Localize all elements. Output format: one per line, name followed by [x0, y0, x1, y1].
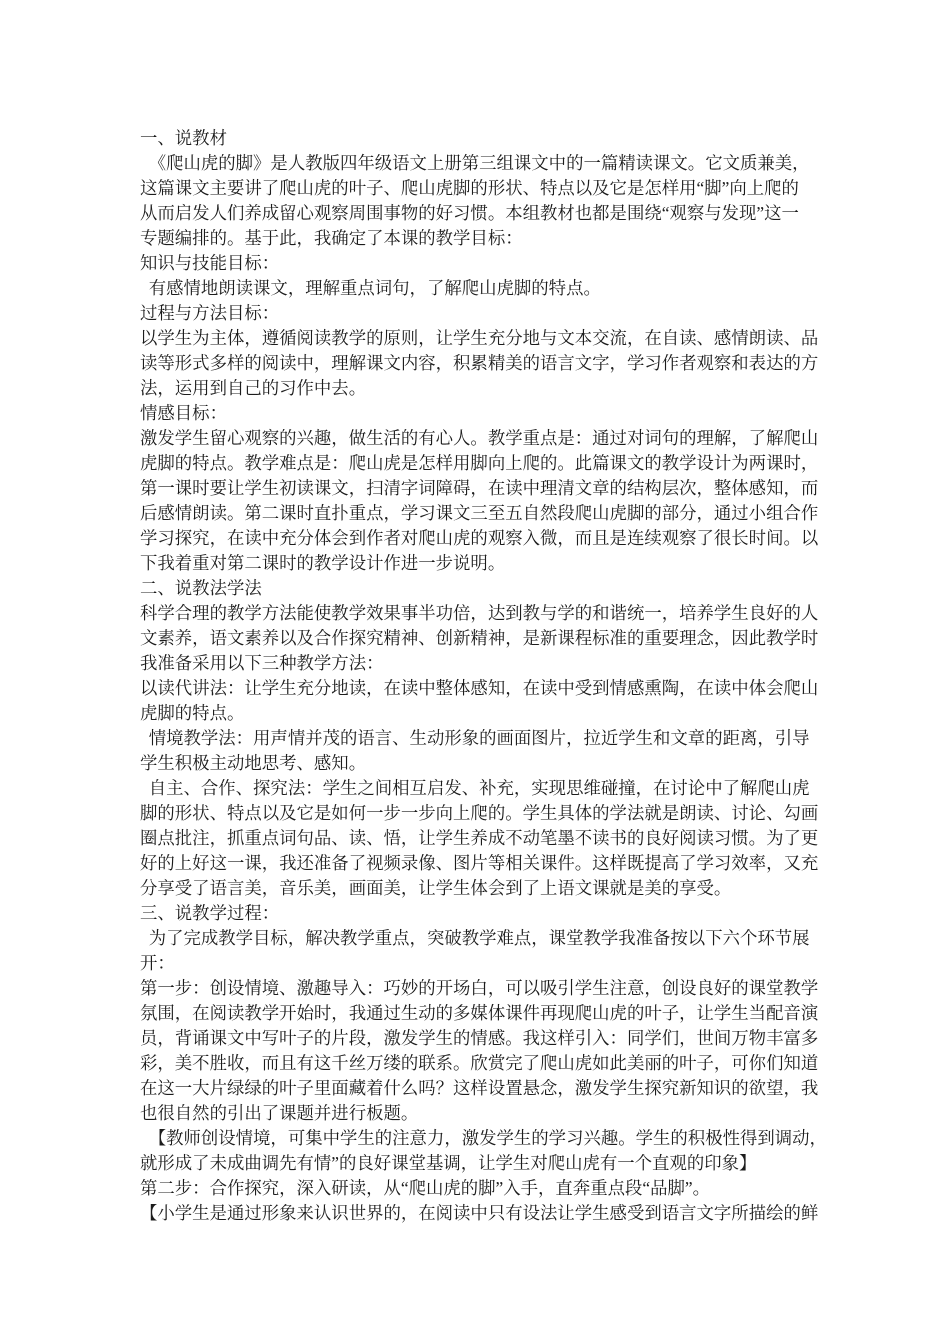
text-line: 员，背诵课文中写叶子的片段，激发学生的情感。我这样引入：同学们，世间万物丰富多	[140, 1028, 819, 1048]
text-line: 虎脚的特点。教学难点是：爬山虎是怎样用脚向上爬的。此篇课文的教学设计为两课时，	[140, 453, 819, 473]
text-line: 情感目标：	[140, 403, 227, 423]
text-line: 法，运用到自己的习作中去。	[140, 378, 367, 398]
text-line: 第二步：合作探究，深入研读，从“爬山虎的脚”入手，直奔重点段“品脚”。	[140, 1178, 710, 1198]
text-line: 也很自然的引出了课题并进行板题。	[140, 1103, 419, 1123]
text-line: 一、说教材	[140, 128, 227, 148]
text-line: 脚的形状、特点以及它是如何一步一步向上爬的。学生具体的学法就是朗读、讨论、勾画	[140, 803, 819, 823]
text-line: 虎脚的特点。	[140, 703, 245, 723]
text-line: 彩，美不胜收，而且有这千丝万缕的联系。欣赏完了爬山虎如此美丽的叶子，可你们知道	[140, 1053, 819, 1073]
text-line: 激发学生留心观察的兴趣，做生活的有心人。教学重点是：通过对词句的理解，了解爬山	[140, 428, 819, 448]
text-line: 科学合理的教学方法能使教学效果事半功倍，达到教与学的和谐统一，培养学生良好的人	[140, 603, 819, 623]
text-line: 以学生为主体，遵循阅读教学的原则，让学生充分地与文本交流，在自读、感情朗读、品	[140, 328, 819, 348]
text-line: 第一步：创设情境、激趣导入：巧妙的开场白，可以吸引学生注意，创设良好的课堂教学	[140, 978, 819, 998]
text-line: 【小学生是通过形象来认识世界的，在阅读中只有设法让学生感受到语言文字所描绘的鲜	[140, 1203, 819, 1223]
text-line: 二、说教法学法	[140, 578, 262, 598]
text-line: 氛围，在阅读教学开始时，我通过生动的多媒体课件再现爬山虎的叶子，让学生当配音演	[140, 1003, 819, 1023]
text-line: 有感情地朗读课文，理解重点词句，了解爬山虎脚的特点。	[140, 278, 601, 298]
text-line: 情境教学法：用声情并茂的语言、生动形象的画面图片，拉近学生和文章的距离，引导	[140, 728, 810, 748]
text-line: 圈点批注，抓重点词句品、读、悟，让学生养成不动笔墨不读书的良好阅读习惯。为了更	[140, 828, 819, 848]
text-line: 我准备采用以下三种教学方法：	[140, 653, 384, 673]
text-line: 学生积极主动地思考、感知。	[140, 753, 367, 773]
text-line: 【教师创设情境，可集中学生的注意力，激发学生的学习兴趣。学生的积极性得到调动，	[140, 1128, 827, 1148]
text-line: 读等形式多样的阅读中，理解课文内容，积累精美的语言文字，学习作者观察和表达的方	[140, 353, 819, 373]
text-line: 过程与方法目标：	[140, 303, 280, 323]
text-line: 后感情朗读。第二课时直扑重点，学习课文三至五自然段爬山虎脚的部分，通过小组合作	[140, 503, 819, 523]
text-line: 以读代讲法：让学生充分地读，在读中整体感知，在读中受到情感熏陶，在读中体会爬山	[140, 678, 819, 698]
text-line: 三、说教学过程：	[140, 903, 280, 923]
text-line: 这篇课文主要讲了爬山虎的叶子、爬山虎脚的形状、特点以及它是怎样用“脚”向上爬的	[140, 178, 799, 198]
text-line: 《爬山虎的脚》是人教版四年级语文上册第三组课文中的一篇精读课文。它文质兼美，	[140, 153, 810, 173]
text-line: 开：	[140, 953, 175, 973]
text-line: 文素养，语文素养以及合作探究精神、创新精神，是新课程标准的重要理念，因此教学时	[140, 628, 819, 648]
document-text	[140, 126, 830, 1226]
text-line: 下我着重对第二课时的教学设计作进一步说明。	[140, 553, 506, 573]
text-line: 就形成了未成曲调先有情”的良好课堂基调，让学生对爬山虎有一个直观的印象】	[140, 1153, 757, 1173]
text-line: 第一课时要让学生初读课文，扫清字词障碍，在读中理清文章的结构层次，整体感知，而	[140, 478, 819, 498]
text-line: 从而启发人们养成留心观察周围事物的好习惯。本组教材也都是围绕“观察与发现”这一	[140, 203, 799, 223]
text-line: 自主、合作、探究法：学生之间相互启发、补充，实现思维碰撞，在讨论中了解爬山虎	[140, 778, 810, 798]
text-line: 分享受了语言美，音乐美，画面美，让学生体会到了上语文课就是美的享受。	[140, 878, 732, 898]
text-line: 专题编排的。基于此，我确定了本课的教学目标：	[140, 228, 523, 248]
text-line: 学习探究，在读中充分体会到作者对爬山虎的观察入微，而且是连续观察了很长时间。以	[140, 528, 819, 548]
text-line: 好的上好这一课，我还准备了视频录像、图片等相关课件。这样既提高了学习效率，又充	[140, 853, 819, 873]
text-line: 为了完成教学目标，解决教学重点，突破教学难点，课堂教学我准备按以下六个环节展	[140, 928, 810, 948]
text-line: 在这一大片绿绿的叶子里面藏着什么吗？这样设置悬念，激发学生探究新知识的欲望，我	[140, 1078, 819, 1098]
text-line: 知识与技能目标：	[140, 253, 280, 273]
